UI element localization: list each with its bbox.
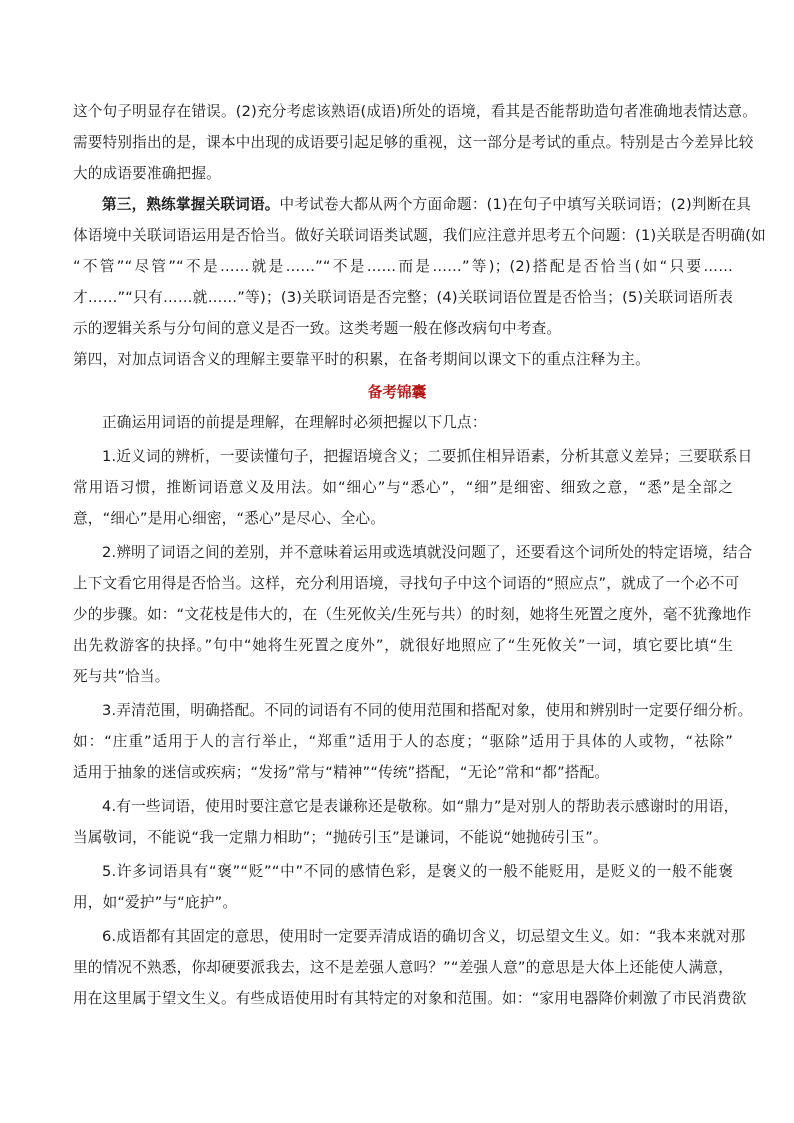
paragraph-line: 意，“细心”是用心细密，“悉心”是尽心、全心。 [73, 510, 386, 527]
paragraph-line: 需要特别指出的是，课本中出现的成语要引起足够的重视，这一部分是考试的重点。特别是古今差异比较 [73, 134, 754, 151]
paragraph-line: 4.有一些词语，使用时要注意它是表谦称还是敬称。如“鼎力”是对别人的帮助表示感谢时的用语， [102, 798, 739, 815]
paragraph-line: 6.成语都有其固定的意思，使用时一定要弄清成语的确切含义，切忌望文生义。如：“我本来就对那 [102, 928, 746, 945]
paragraph-line: 示的逻辑关系与分句间的意义是否一致。这类考题一般在修改病句中考查。 [73, 320, 562, 337]
paragraph-line: 体语境中关联词语运用是否恰当。做好关联词语类试题，我们应注意并思考五个问题：(1)关联是否明确(如 [73, 227, 766, 244]
section-lead-bold: 第三，熟练掌握关联词语。 [102, 196, 280, 213]
paragraph-line: 出先救游客的抉择。”句中“她将生死置之度外”，就很好地照应了“生死攸关”一词，填它要比填“生 [73, 637, 733, 654]
paragraph-line: 如：“庄重”适用于人的言行举止，“郑重”适用于人的态度；“驱除”适用于具体的人或物，“祛除” [73, 733, 733, 750]
paragraph-line: 3.弄清范围，明确搭配。不同的词语有不同的使用范围和搭配对象，使用和辨别时一定要仔细分析。 [102, 702, 753, 719]
paragraph-line: 用在这里属于望文生义。有些成语使用时有其特定的对象和范围。如：“家用电器降价刺激了市民消费欲 [73, 990, 747, 1007]
paragraph-text: 中考试卷大都从两个方面命题：(1)在句子中填写关联词语；(2)判断在具 [279, 196, 752, 213]
paragraph-line: 死与共”恰当。 [73, 668, 170, 685]
paragraph-line: 5.许多词语具有“褒”“贬”“中”不同的感情色彩，是褒义的一般不能贬用，是贬义的一般不能褒 [102, 863, 733, 880]
paragraph-line: “不管”“尽管”“不是……就是……”“不是……而是……”等)；(2)搭配是否恰当(如“只要…… [73, 258, 733, 275]
paragraph-line [102, 195, 752, 215]
paragraph-line: 里的情况不熟悉，你却硬要派我去，这不是差强人意吗？”“差强人意”的意思是大体上还能使人满意， [73, 959, 733, 976]
paragraph-line: 才……”“只有……就……”等)；(3)关联词语是否完整；(4)关联词语位置是否恰当；(5)关联词语所表 [73, 289, 733, 306]
section-title: 备考锦囊 [367, 384, 427, 401]
paragraph-line: 大的成语要准确把握。 [73, 165, 221, 182]
paragraph-line: 常用语习惯，推断词语意义及用法。如“细心”与“悉心”，“细”是细密、细致之意，“悉”是全部之 [73, 479, 733, 496]
paragraph-line: 上下文看它用得是否恰当。这样，充分利用语境，寻找句子中这个词语的“照应点”，就成了一个必不可 [73, 575, 740, 592]
paragraph-line: 这个句子明显存在错误。(2)充分考虑该熟语(成语)所处的语境，看其是否能帮助造句者准确地表情达意。 [73, 103, 757, 120]
paragraph-line: 2.辨明了词语之间的差别，并不意味着运用或选填就没问题了，还要看这个词所处的特定语境，结合 [102, 544, 753, 561]
paragraph-line: 少的步骤。如：“文花枝是伟大的，在（生死攸关/生死与共）的时刻，她将生死置之度外，毫不犹豫地作 [73, 606, 752, 623]
paragraph-line: 正确运用词语的前提是理解，在理解时必须把握以下几点： [102, 414, 487, 431]
paragraph-line: 1.近义词的辨析，一要读懂句子，把握语境含义；二要抓住相异语素，分析其意义差异；三要联系日 [102, 448, 753, 465]
paragraph-line: 用，如“爱护”与“庇护”。 [73, 894, 238, 911]
paragraph-line: 适用于抽象的迷信或疾病；“发扬”常与“精神”“传统”搭配，“无论”常和“都”搭配。 [73, 764, 610, 781]
paragraph-line: 当属敬词，不能说“我一定鼎力相助”；“抛砖引玉”是谦词，不能说“她抛砖引玉”。 [73, 829, 608, 846]
paragraph-line: 第四，对加点词语含义的理解主要靠平时的积累，在备考期间以课文下的重点注释为主。 [73, 351, 650, 368]
